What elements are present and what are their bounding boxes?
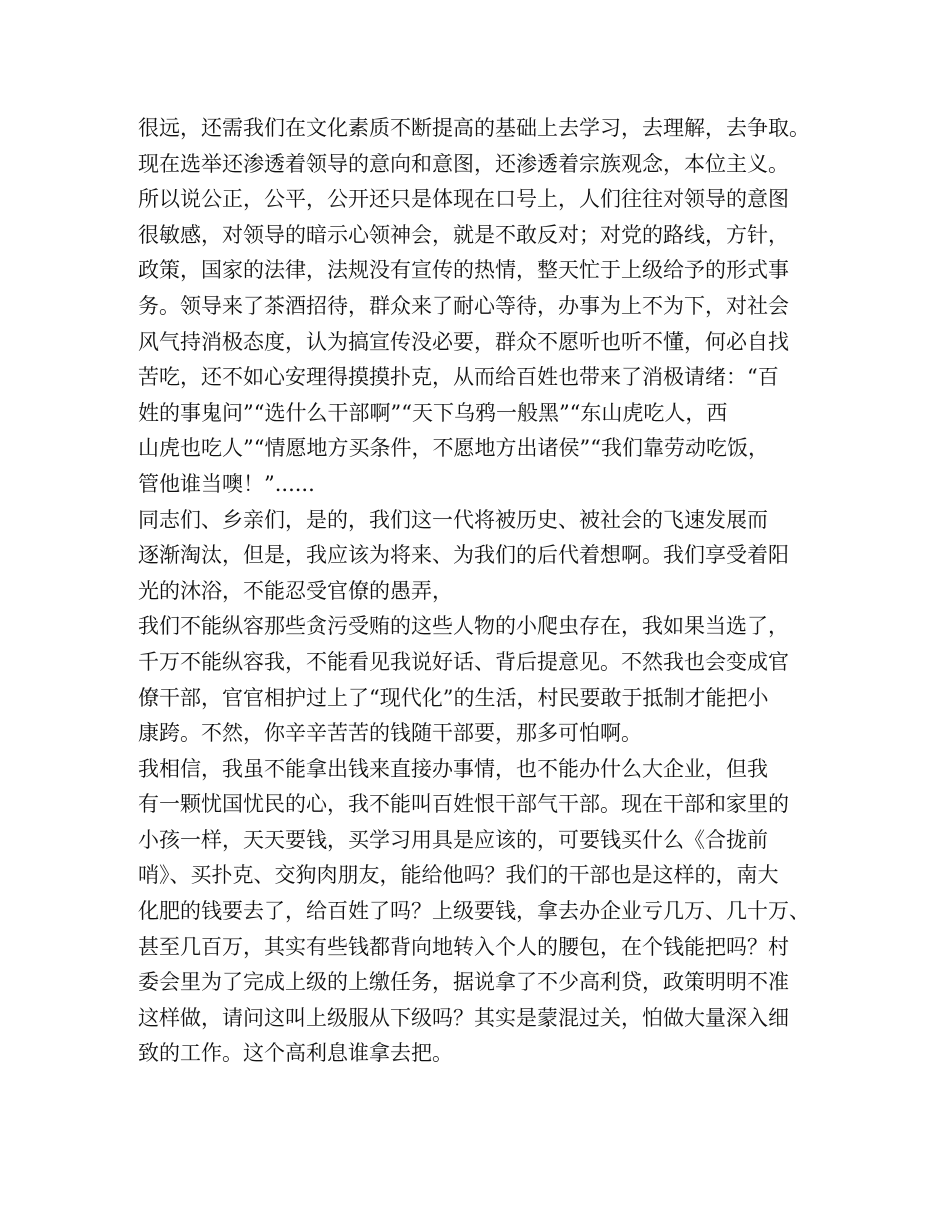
text-line: 风气持消极态度，认为搞宣传没必要，群众不愿听也听不懂，何必自找 [138, 329, 789, 354]
text-line: 这样做，请问这叫上级服从下级吗？其实是蒙混过关，怕做大量深入细 [138, 1005, 789, 1030]
text-line: 小孩一样，天天要钱，买学习用具是应该的，可要钱买什么《合拢前 [138, 827, 768, 852]
text-line: 千万不能纵容我，不能看见我说好话、背后提意见。不然我也会变成官 [138, 649, 789, 674]
text-line: 政策，国家的法律，法规没有宣传的热情，整天忙于上级给予的形式事 [138, 258, 789, 283]
text-line: 很敏感，对领导的暗示心领神会，就是不敢反对；对党的路线，方针， [138, 222, 789, 247]
text-line: 化肥的钱要去了，给百姓了吗？上级要钱，拿去办企业亏几万、几十万、 [138, 899, 810, 924]
text-line: 委会里为了完成上级的上缴任务，据说拿了不少高利贷，政策明明不准 [138, 970, 789, 995]
text-line: 所以说公正，公平，公开还只是体现在口号上，人们往往对领导的意图 [138, 187, 789, 212]
text-line: 哨》、买扑克、交狗肉朋友，能给他吗？我们的干部也是这样的，南大 [138, 863, 779, 888]
text-line: 康跨。不然，你辛辛苦苦的钱随干部要，那多可怕啊。 [138, 721, 642, 746]
text-line: 很远，还需我们在文化素质不断提高的基础上去学习，去理解，去争取。 [138, 116, 810, 140]
text-line: 逐渐淘汰，但是，我应该为将来、为我们的后代着想啊。我们享受着阳 [138, 543, 789, 568]
text-line: 管他谁当噢！”...... [138, 471, 315, 496]
body-text [138, 111, 838, 1072]
text-line: 甚至几百万，其实有些钱都背向地转入个人的腰包，在个钱能把吗？村 [138, 934, 789, 959]
text-line: 同志们、乡亲们，是的，我们这一代将被历史、被社会的飞速发展而 [138, 507, 768, 532]
text-line: 务。领导来了茶酒招待，群众来了耐心等待，办事为上不为下，对社会 [138, 293, 789, 318]
text-line: 我相信，我虽不能拿出钱来直接办事情，也不能办什么大企业，但我 [138, 756, 768, 781]
text-line: 有一颗忧国忧民的心，我不能叫百姓恨干部气干部。现在干部和家里的 [138, 792, 789, 817]
text-line: 苦吃，还不如心安理得摸摸扑克，从而给百姓也带来了消极请绪：“百 [138, 365, 779, 390]
text-line: 光的沐浴，不能忍受官僚的愚弄， [138, 578, 453, 603]
text-line: 姓的事鬼问”“选什么干部啊”“天下乌鸦一般黑”“东山虎吃人，西 [138, 400, 728, 425]
text-line: 现在选举还渗透着领导的意向和意图，还渗透着宗族观念，本位主义。 [138, 151, 789, 176]
text-line: 致的工作。这个高利息谁拿去把。 [138, 1041, 453, 1066]
text-line: 我们不能纵容那些贪污受贿的这些人物的小爬虫存在，我如果当选了， [138, 614, 789, 639]
text-line: 僚干部，官官相护过上了“现代化”的生活，村民要敢于抵制才能把小 [138, 685, 769, 710]
text-line: 山虎也吃人”“情愿地方买条件，不愿地方出诸侯”“我们靠劳动吃饭， [138, 436, 769, 461]
